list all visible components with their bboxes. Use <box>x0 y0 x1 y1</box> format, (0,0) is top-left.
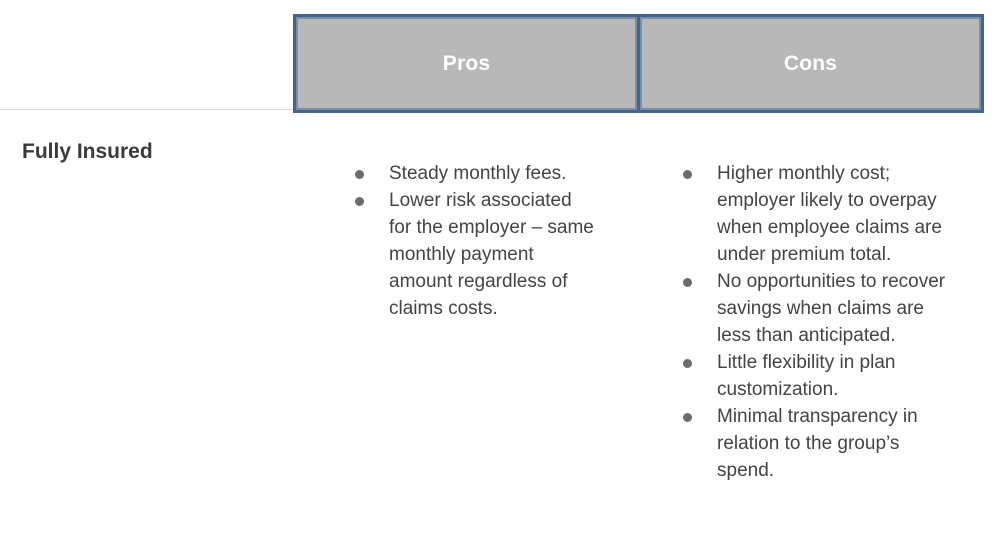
cons-list <box>683 160 953 484</box>
row-divider <box>0 109 296 110</box>
cons-header-label: Cons <box>783 51 838 75</box>
comparison-table-header <box>293 14 984 113</box>
cons-header-cell <box>640 17 981 110</box>
pros-header-cell <box>296 17 637 110</box>
cons-list-item: No opportunities to recover savings when claims are less than anticipated. <box>683 268 953 349</box>
pros-list-item: Lower risk associated for the employer – same monthly payment amount regardless of claims costs. <box>355 187 595 322</box>
row-label-fully-insured: Fully Insured <box>22 140 153 163</box>
cons-list-item: Little flexibility in plan customization. <box>683 349 953 403</box>
cons-list-item: Minimal transparency in relation to the group’s spend. <box>683 403 953 484</box>
pros-header-label: Pros <box>442 51 491 75</box>
pros-list-item: Steady monthly fees. <box>355 160 595 187</box>
cons-list-item: Higher monthly cost; employer likely to overpay when employee claims are under premium total. <box>683 160 953 268</box>
pros-list <box>355 160 595 322</box>
